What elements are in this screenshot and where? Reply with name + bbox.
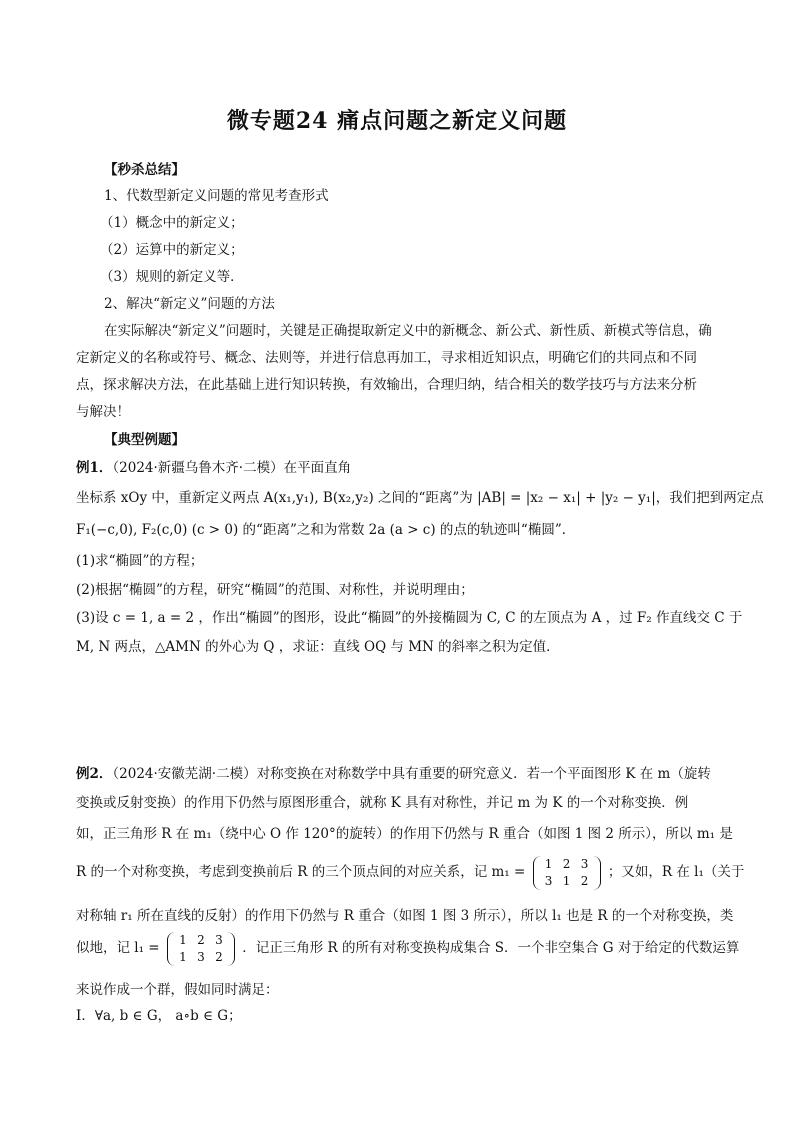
example-2-text: 来说作成一个群，假如同时满足：: [76, 982, 279, 998]
example-2-text: 对称轴 r₁ 所在直线的反射）的作用下仍然与 R 重合（如图 1 图 3 所示），所以 l₁ 也是 R 的一个对称变换，类: [76, 908, 734, 924]
summary-paragraph-line: 定新定义的名称或符号、概念、法则等，并进行信息再加工，寻求相近知识点，明确它们的共同点和不同: [76, 350, 697, 366]
matrix-cell: 1: [544, 856, 553, 871]
example-2-text: R 的一个对称变换，考虑到变换前后 R 的三个顶点间的对应关系，记 m₁ =: [76, 864, 526, 880]
matrix-cell: 3: [215, 932, 223, 947]
example-2-text: 如，正三角形 R 在 m₁（绕中心 O 作 120°的旋转）的作用下仍然与 R 重合（如图 1 图 2 所示），所以 m₁ 是: [76, 826, 733, 842]
example-1-line: [76, 458, 351, 478]
example-2-source: （2024·安徽芜湖·二模）对称变换在对称数学中具有重要的研究意义．若一个平面图形 K 在 m（旋转: [112, 766, 711, 782]
example-2-matrix-line-2: [76, 928, 739, 968]
matrix-cell: 2: [562, 856, 571, 871]
example-1-question-1: (1)求“椭圆”的方程；: [76, 553, 204, 569]
example-1-question-2: (2)根据“椭圆”的方程，研究“椭圆”的范围、对称性，并说明理由；: [76, 582, 474, 598]
matrix-cell: 1: [179, 949, 187, 964]
summary-point-1: 1、代数型新定义问题的常见考查形式: [104, 188, 329, 204]
matrix-cell: 2: [215, 949, 223, 964]
example-2-text: ；又如，R 在 l₁（关于: [607, 864, 745, 880]
matrix-cell: 3: [544, 873, 553, 888]
matrix-cell: 3: [197, 949, 205, 964]
summary-item-3: （3）规则的新定义等．: [100, 269, 244, 285]
example-2-text: 变换或反射变换）的作用下仍然与原图形重合，就称 K 具有对称性，并记 m 为 K 的一个对称变换．例: [76, 795, 689, 811]
example-2-condition-1: I．∀a, b ∈ G， a∘b ∈ G；: [76, 1008, 242, 1024]
summary-point-2: 2、解决“新定义”问题的方法: [104, 296, 275, 312]
example-2-line: [76, 764, 711, 784]
example-1-definition: 坐标系 xOy 中，重新定义两点 A(x₁,y₁), B(x₂,y₂) 之间的“距离”为 |AB| = |x₂ − x₁| + |y₂ − y₁|，我们把到两定点: [76, 490, 764, 506]
summary-paragraph-line: 在实际解决“新定义”问题时，关键是正确提取新定义中的新概念、新公式、新性质、新模式等信息，确: [104, 323, 712, 339]
summary-paragraph-line: 与解决！: [76, 404, 130, 420]
example-2-matrix-line-1: [76, 852, 744, 892]
matrix-cell: 2: [580, 873, 589, 888]
examples-heading: 【典型例题】: [104, 432, 185, 448]
summary-item-2: （2）运算中的新定义；: [100, 242, 244, 258]
summary-item-1: （1）概念中的新定义；: [100, 215, 244, 231]
permutation-matrix-m1: [533, 856, 601, 890]
example-1-label: 例1．: [76, 460, 113, 476]
example-2-text: 似地，记 l₁ =: [76, 940, 160, 956]
example-1-question-3a: (3)设 c = 1, a = 2 ，作出“椭圆”的图形，设此“椭圆”的外接椭圆为 C, C 的左顶点为 A ，过 F₂ 作直线交 C 于: [76, 610, 743, 626]
matrix-cell: 1: [562, 873, 571, 888]
matrix-cell: 3: [580, 856, 589, 871]
example-1-source: （2024·新疆乌鲁木齐·二模）在平面直角: [112, 460, 352, 476]
matrix-cell: 2: [197, 932, 205, 947]
summary-paragraph-line: 点，探求解决方法，在此基础上进行知识转换，有效输出，合理归纳，结合相关的数学技巧与方法来分析: [76, 377, 697, 393]
example-2-label: 例2．: [76, 766, 113, 782]
permutation-matrix-l1: [167, 932, 235, 966]
example-2-text: ．记正三角形 R 的所有对称变换构成集合 S．一个非空集合 G 对于给定的代数运算: [242, 940, 740, 956]
page-title: 微专题24 痛点问题之新定义问题: [226, 108, 568, 134]
example-1-ellipse-def: F₁(−c,0), F₂(c,0) (c > 0) 的“距离”之和为常数 2a (a > c) 的点的轨迹叫“椭圆”．: [76, 522, 576, 538]
example-1-question-3b: M, N 两点，△AMN 的外心为 Q ，求证：直线 OQ 与 MN 的斜率之积为定值．: [76, 639, 560, 655]
summary-heading: 【秒杀总结】: [104, 162, 185, 178]
matrix-cell: 1: [179, 932, 187, 947]
